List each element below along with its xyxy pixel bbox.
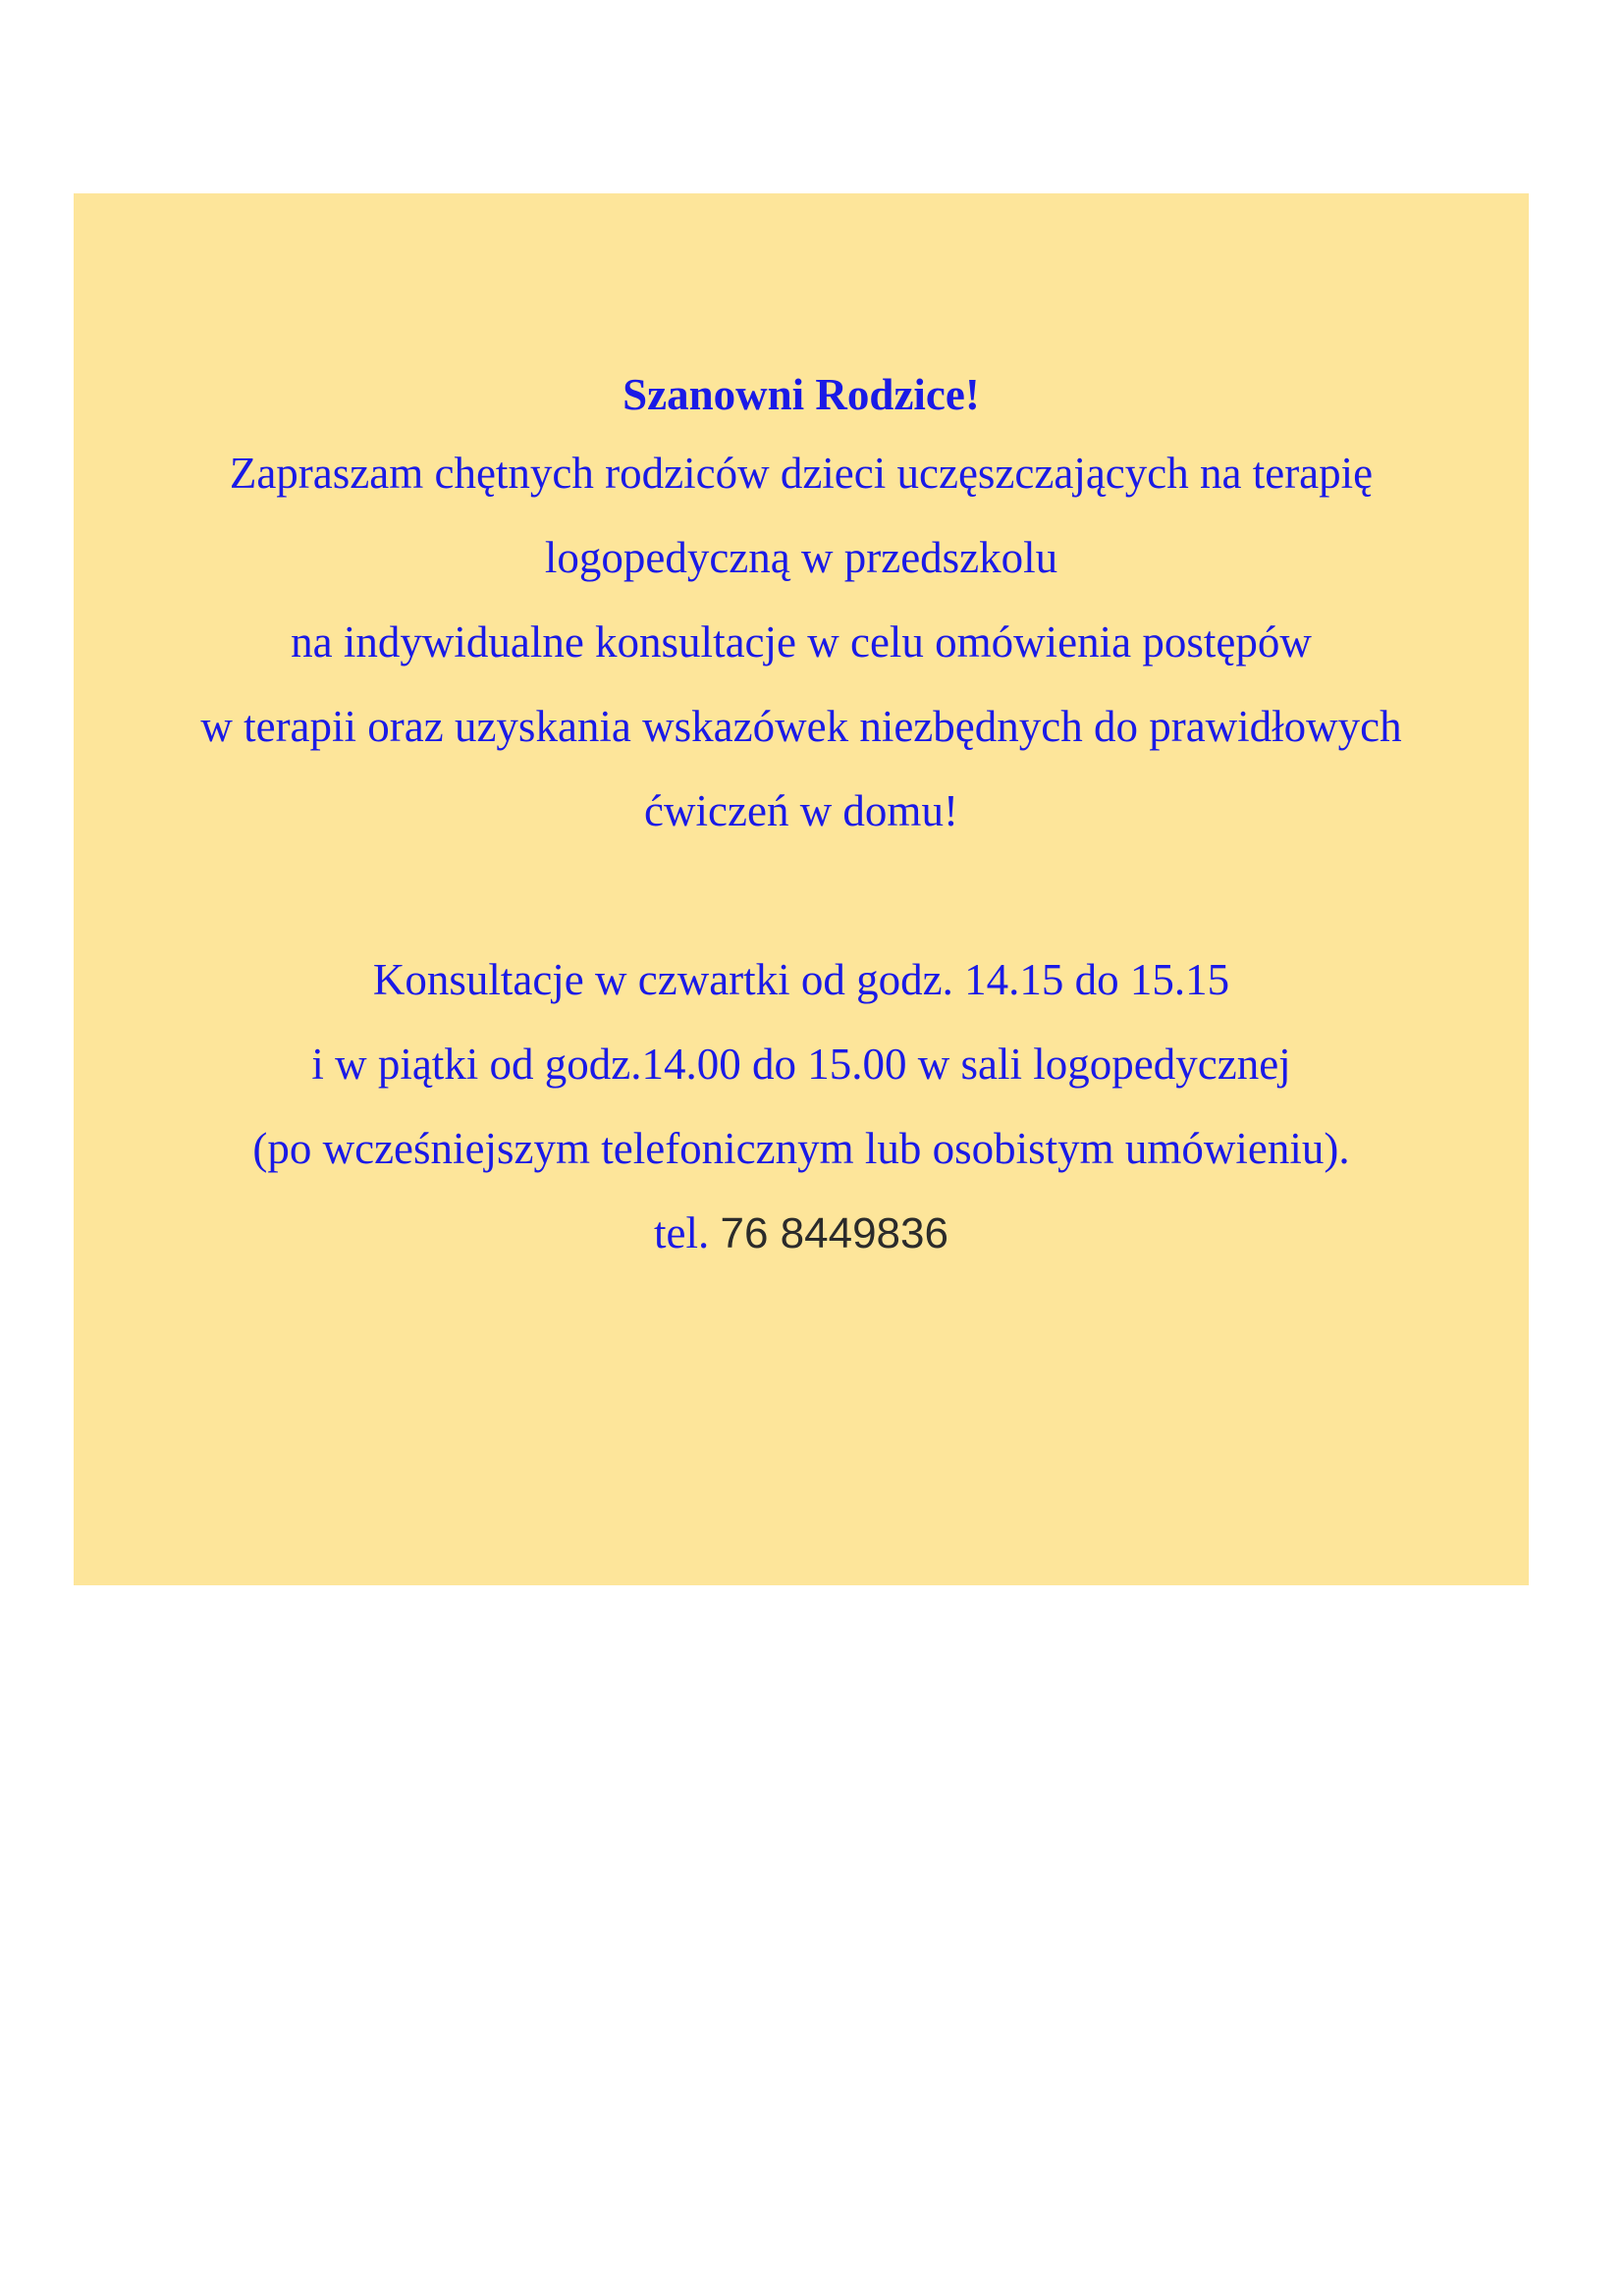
paragraph1-line-3: na indywidualne konsultacje w celu omówienia postępów <box>291 617 1312 667</box>
paragraph2-line-1: Konsultacje w czwartki od godz. 14.15 do 15.15 <box>372 955 1230 1004</box>
paragraph1-line-2: logopedyczną w przedszkolu <box>544 533 1058 582</box>
notice-title: Szanowni Rodzice! <box>623 370 980 419</box>
phone-number: 76 8449836 <box>720 1209 948 1257</box>
paragraph1-line-4: w terapii oraz uzyskania wskazówek niezbędnych do prawidłowych <box>200 702 1402 751</box>
phone-label: tel. <box>654 1208 710 1257</box>
paragraph2-line-2: i w piątki od godz.14.00 do 15.00 w sali logopedycznej <box>311 1040 1291 1089</box>
phone-line <box>74 1191 1529 1276</box>
paragraph1-line-1: Zapraszam chętnych rodziców dzieci uczęszczających na terapię <box>229 449 1374 498</box>
paragraph1-line-5: ćwiczeń w domu! <box>644 786 958 835</box>
notice-box <box>74 193 1529 1585</box>
paragraph2-line-3: (po wcześniejszym telefonicznym lub osobistym umówieniu). <box>252 1124 1350 1173</box>
paragraph-gap <box>74 853 1529 937</box>
